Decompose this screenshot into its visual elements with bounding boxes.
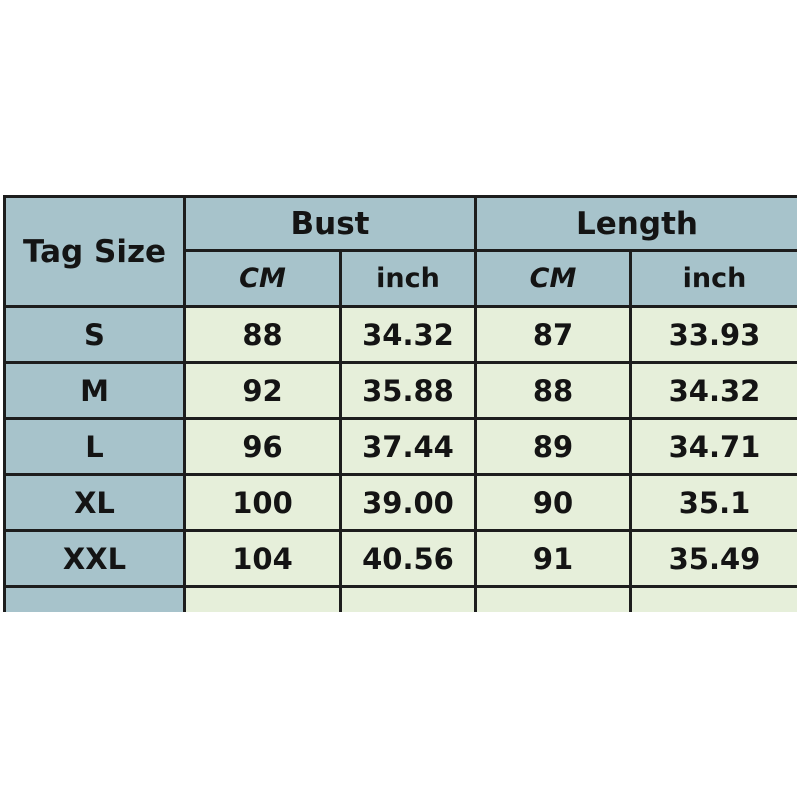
group-header-row [5,197,798,251]
length-cm-value: 90 [476,475,631,531]
length-cm-value: 89 [476,419,631,475]
clipped-cell [631,587,798,613]
bust-inch-value: 40.56 [341,531,476,587]
table-row-l [5,419,798,475]
bust-cm-value: 88 [185,307,341,363]
length-inch-value: 35.49 [631,531,798,587]
size-chart-table-container [3,195,797,612]
header-bust-inch: inch [341,251,476,307]
length-inch-value: 35.1 [631,475,798,531]
length-cm-value: 88 [476,363,631,419]
size-label: S [5,307,185,363]
size-label: XL [5,475,185,531]
clipped-cell [185,587,341,613]
table-row-s [5,307,798,363]
bust-cm-value: 104 [185,531,341,587]
table-row-xxl [5,531,798,587]
header-tag-size: Tag Size [5,197,185,307]
size-label: M [5,363,185,419]
length-cm-value: 87 [476,307,631,363]
header-length-inch: inch [631,251,798,307]
bust-cm-value: 100 [185,475,341,531]
header-bust: Bust [185,197,476,251]
clipped-cell [476,587,631,613]
bust-cm-value: 96 [185,419,341,475]
size-label: XXL [5,531,185,587]
clipped-cell [341,587,476,613]
length-inch-value: 33.93 [631,307,798,363]
length-cm-value: 91 [476,531,631,587]
table-row-clipped [5,587,798,613]
bust-inch-value: 34.32 [341,307,476,363]
table-row-xl [5,475,798,531]
bust-inch-value: 39.00 [341,475,476,531]
size-chart-table [3,195,797,612]
header-length-cm: CM [476,251,631,307]
length-inch-value: 34.71 [631,419,798,475]
bust-cm-value: 92 [185,363,341,419]
bust-inch-value: 37.44 [341,419,476,475]
size-label: L [5,419,185,475]
header-length: Length [476,197,798,251]
bust-inch-value: 35.88 [341,363,476,419]
length-inch-value: 34.32 [631,363,798,419]
clipped-cell [5,587,185,613]
table-row-m [5,363,798,419]
header-bust-cm: CM [185,251,341,307]
